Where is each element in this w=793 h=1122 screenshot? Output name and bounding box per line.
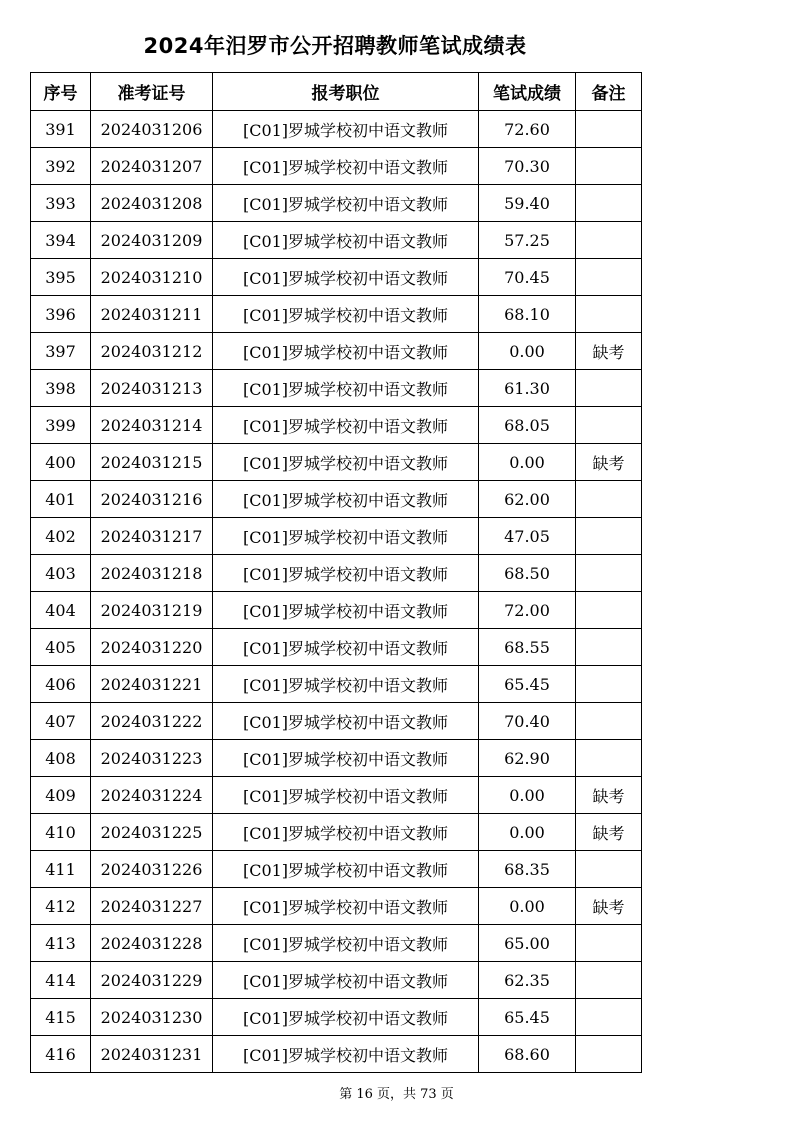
cell-exam-number: 2024031213 <box>91 370 213 407</box>
table-row <box>31 111 642 148</box>
header-score: 笔试成绩 <box>479 73 576 111</box>
cell-exam-number: 2024031221 <box>91 666 213 703</box>
cell-serial: 395 <box>31 259 91 296</box>
cell-serial: 400 <box>31 444 91 481</box>
cell-remark <box>576 851 642 888</box>
cell-position: [C01]罗城学校初中语文教师 <box>213 888 479 925</box>
cell-remark <box>576 111 642 148</box>
header-exam-number: 准考证号 <box>91 73 213 111</box>
cell-score: 68.60 <box>479 1036 576 1073</box>
cell-serial: 403 <box>31 555 91 592</box>
cell-remark <box>576 518 642 555</box>
cell-remark <box>576 1036 642 1073</box>
cell-serial: 392 <box>31 148 91 185</box>
cell-exam-number: 2024031230 <box>91 999 213 1036</box>
cell-score: 68.05 <box>479 407 576 444</box>
cell-position: [C01]罗城学校初中语文教师 <box>213 999 479 1036</box>
table-row <box>31 370 642 407</box>
cell-position: [C01]罗城学校初中语文教师 <box>213 185 479 222</box>
cell-exam-number: 2024031216 <box>91 481 213 518</box>
cell-remark: 缺考 <box>576 814 642 851</box>
cell-remark: 缺考 <box>576 333 642 370</box>
cell-remark <box>576 222 642 259</box>
cell-serial: 404 <box>31 592 91 629</box>
cell-exam-number: 2024031218 <box>91 555 213 592</box>
cell-exam-number: 2024031208 <box>91 185 213 222</box>
cell-exam-number: 2024031214 <box>91 407 213 444</box>
cell-exam-number: 2024031231 <box>91 1036 213 1073</box>
cell-serial: 412 <box>31 888 91 925</box>
cell-exam-number: 2024031215 <box>91 444 213 481</box>
cell-exam-number: 2024031229 <box>91 962 213 999</box>
cell-remark <box>576 999 642 1036</box>
cell-remark <box>576 407 642 444</box>
cell-serial: 416 <box>31 1036 91 1073</box>
cell-position: [C01]罗城学校初中语文教师 <box>213 444 479 481</box>
cell-position: [C01]罗城学校初中语文教师 <box>213 851 479 888</box>
cell-position: [C01]罗城学校初中语文教师 <box>213 148 479 185</box>
table-row <box>31 444 642 481</box>
table-header-row <box>31 73 642 111</box>
cell-serial: 396 <box>31 296 91 333</box>
cell-serial: 409 <box>31 777 91 814</box>
cell-score: 65.45 <box>479 999 576 1036</box>
table-row <box>31 740 642 777</box>
table-row <box>31 259 642 296</box>
cell-position: [C01]罗城学校初中语文教师 <box>213 259 479 296</box>
cell-score: 0.00 <box>479 814 576 851</box>
cell-score: 0.00 <box>479 444 576 481</box>
cell-position: [C01]罗城学校初中语文教师 <box>213 666 479 703</box>
cell-exam-number: 2024031226 <box>91 851 213 888</box>
cell-serial: 414 <box>31 962 91 999</box>
cell-serial: 391 <box>31 111 91 148</box>
table-row <box>31 1036 642 1073</box>
cell-serial: 410 <box>31 814 91 851</box>
cell-remark <box>576 592 642 629</box>
cell-exam-number: 2024031207 <box>91 148 213 185</box>
cell-remark: 缺考 <box>576 888 642 925</box>
cell-position: [C01]罗城学校初中语文教师 <box>213 703 479 740</box>
table-row <box>31 518 642 555</box>
cell-position: [C01]罗城学校初中语文教师 <box>213 1036 479 1073</box>
cell-serial: 402 <box>31 518 91 555</box>
cell-score: 65.00 <box>479 925 576 962</box>
cell-remark <box>576 740 642 777</box>
cell-score: 70.40 <box>479 703 576 740</box>
table-row <box>31 888 642 925</box>
cell-serial: 406 <box>31 666 91 703</box>
table-row <box>31 629 642 666</box>
cell-serial: 398 <box>31 370 91 407</box>
cell-serial: 397 <box>31 333 91 370</box>
cell-remark <box>576 148 642 185</box>
cell-score: 68.50 <box>479 555 576 592</box>
cell-score: 61.30 <box>479 370 576 407</box>
cell-score: 68.10 <box>479 296 576 333</box>
cell-score: 68.55 <box>479 629 576 666</box>
cell-exam-number: 2024031223 <box>91 740 213 777</box>
cell-exam-number: 2024031222 <box>91 703 213 740</box>
table-row <box>31 407 642 444</box>
cell-position: [C01]罗城学校初中语文教师 <box>213 629 479 666</box>
cell-remark: 缺考 <box>576 444 642 481</box>
cell-position: [C01]罗城学校初中语文教师 <box>213 518 479 555</box>
header-remark: 备注 <box>576 73 642 111</box>
header-serial: 序号 <box>31 73 91 111</box>
cell-remark <box>576 370 642 407</box>
table-row <box>31 851 642 888</box>
table-row <box>31 555 642 592</box>
cell-position: [C01]罗城学校初中语文教师 <box>213 740 479 777</box>
cell-serial: 393 <box>31 185 91 222</box>
cell-score: 0.00 <box>479 333 576 370</box>
table-row <box>31 999 642 1036</box>
cell-position: [C01]罗城学校初中语文教师 <box>213 296 479 333</box>
cell-score: 57.25 <box>479 222 576 259</box>
cell-remark <box>576 481 642 518</box>
cell-score: 72.00 <box>479 592 576 629</box>
cell-position: [C01]罗城学校初中语文教师 <box>213 555 479 592</box>
cell-score: 62.90 <box>479 740 576 777</box>
cell-exam-number: 2024031212 <box>91 333 213 370</box>
table-row <box>31 703 642 740</box>
table-row <box>31 666 642 703</box>
cell-remark <box>576 555 642 592</box>
cell-score: 62.00 <box>479 481 576 518</box>
cell-position: [C01]罗城学校初中语文教师 <box>213 370 479 407</box>
cell-remark: 缺考 <box>576 777 642 814</box>
cell-serial: 405 <box>31 629 91 666</box>
cell-position: [C01]罗城学校初中语文教师 <box>213 777 479 814</box>
cell-serial: 411 <box>31 851 91 888</box>
cell-exam-number: 2024031217 <box>91 518 213 555</box>
table-row <box>31 296 642 333</box>
cell-position: [C01]罗城学校初中语文教师 <box>213 407 479 444</box>
cell-remark <box>576 925 642 962</box>
page-title: 2024年汨罗市公开招聘教师笔试成绩表 <box>143 34 527 58</box>
cell-exam-number: 2024031219 <box>91 592 213 629</box>
cell-remark <box>576 962 642 999</box>
cell-exam-number: 2024031228 <box>91 925 213 962</box>
cell-serial: 394 <box>31 222 91 259</box>
table-row <box>31 814 642 851</box>
cell-exam-number: 2024031220 <box>91 629 213 666</box>
cell-position: [C01]罗城学校初中语文教师 <box>213 333 479 370</box>
cell-remark <box>576 185 642 222</box>
cell-position: [C01]罗城学校初中语文教师 <box>213 962 479 999</box>
cell-serial: 415 <box>31 999 91 1036</box>
cell-exam-number: 2024031209 <box>91 222 213 259</box>
cell-remark <box>576 666 642 703</box>
cell-score: 59.40 <box>479 185 576 222</box>
table-row <box>31 185 642 222</box>
score-table <box>30 72 642 1073</box>
table-row <box>31 481 642 518</box>
cell-exam-number: 2024031210 <box>91 259 213 296</box>
cell-serial: 408 <box>31 740 91 777</box>
cell-position: [C01]罗城学校初中语文教师 <box>213 814 479 851</box>
cell-score: 0.00 <box>479 888 576 925</box>
cell-exam-number: 2024031206 <box>91 111 213 148</box>
cell-score: 70.30 <box>479 148 576 185</box>
table-row <box>31 222 642 259</box>
page-footer: 第 16 页，共 73 页 <box>339 1087 454 1102</box>
cell-score: 65.45 <box>479 666 576 703</box>
cell-remark <box>576 296 642 333</box>
table-row <box>31 592 642 629</box>
cell-position: [C01]罗城学校初中语文教师 <box>213 481 479 518</box>
table-row <box>31 777 642 814</box>
cell-serial: 407 <box>31 703 91 740</box>
cell-exam-number: 2024031225 <box>91 814 213 851</box>
table-row <box>31 333 642 370</box>
cell-serial: 401 <box>31 481 91 518</box>
cell-score: 68.35 <box>479 851 576 888</box>
cell-score: 70.45 <box>479 259 576 296</box>
cell-remark <box>576 259 642 296</box>
cell-serial: 399 <box>31 407 91 444</box>
cell-exam-number: 2024031211 <box>91 296 213 333</box>
cell-position: [C01]罗城学校初中语文教师 <box>213 111 479 148</box>
cell-position: [C01]罗城学校初中语文教师 <box>213 925 479 962</box>
cell-remark <box>576 629 642 666</box>
table-body <box>31 111 642 1073</box>
cell-score: 47.05 <box>479 518 576 555</box>
cell-score: 62.35 <box>479 962 576 999</box>
cell-score: 72.60 <box>479 111 576 148</box>
cell-remark <box>576 703 642 740</box>
cell-exam-number: 2024031224 <box>91 777 213 814</box>
cell-serial: 413 <box>31 925 91 962</box>
cell-exam-number: 2024031227 <box>91 888 213 925</box>
cell-position: [C01]罗城学校初中语文教师 <box>213 222 479 259</box>
header-position: 报考职位 <box>213 73 479 111</box>
table-row <box>31 962 642 999</box>
table-row <box>31 148 642 185</box>
cell-score: 0.00 <box>479 777 576 814</box>
cell-position: [C01]罗城学校初中语文教师 <box>213 592 479 629</box>
table-row <box>31 925 642 962</box>
